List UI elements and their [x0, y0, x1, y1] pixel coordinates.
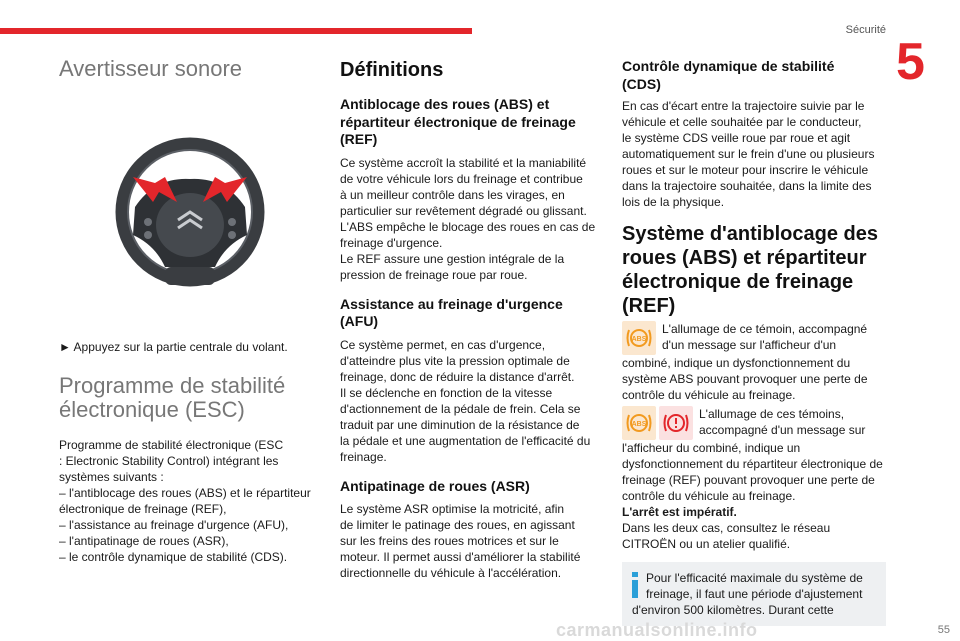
- body-line: roues et sur le moteur pour inscrire le véhicule: [622, 163, 869, 177]
- body-line: de limiter le patinage des roues, en agissant: [340, 518, 575, 532]
- note-line: freinage, il faut une période d'ajustement: [646, 587, 863, 601]
- body-line: Il se déclenche en fonction de la vitesse: [340, 385, 553, 400]
- cds-body: [622, 98, 886, 210]
- body-line: la pédale et une augmentation de l'efficacité du: [340, 433, 591, 448]
- page-number: 55: [937, 624, 950, 636]
- body-line: L'ABS empêche le blocage des roues en cas de: [340, 219, 596, 234]
- body-line: traduit par une diminution de la résistance de: [340, 417, 580, 432]
- body-line: CITROËN ou un atelier qualifié.: [622, 537, 791, 551]
- body-line: combiné, indique un dysfonctionnement du: [622, 356, 851, 370]
- body-line: le système CDS veille roue par roue et agit: [622, 131, 851, 145]
- abs-warning-side-text: [662, 321, 867, 355]
- esc-line: – l'antiblocage des roues (ABS) et le répartiteur: [59, 485, 311, 500]
- brake-warning-icon: [659, 406, 693, 440]
- note-line: d'environ 500 kilomètres. Durant cette: [632, 603, 834, 617]
- stop-imperative: L'arrêt est impératif.: [622, 505, 737, 519]
- heading-line: répartiteur électronique de freinage: [340, 113, 576, 130]
- heading-line: Contrôle dynamique de stabilité: [622, 58, 835, 74]
- body-line: d'atteindre plus vite la pression optimale de: [340, 353, 570, 368]
- abs-ref-heading: [340, 96, 602, 149]
- section-label: Sécurité: [845, 24, 886, 36]
- heading-line: Système d'antiblocage des: [622, 223, 878, 245]
- body-line: lois de la physique.: [622, 195, 725, 209]
- body-line: Le système ASR optimise la motricité, afin: [340, 502, 565, 516]
- heading-line: (REF): [622, 295, 676, 317]
- esc-line: électronique de freinage (REF),: [59, 501, 227, 516]
- body-line: d'actionnement de la pédale de frein. Cela se: [340, 401, 581, 416]
- body-line: Ce système permet, en cas d'urgence,: [340, 337, 546, 352]
- asr-heading: [340, 478, 602, 496]
- body-line: freinage d'urgence.: [340, 235, 443, 250]
- esc-line: – le contrôle dynamique de stabilité (CDS).: [59, 549, 288, 564]
- body-line: dans la trajectoire souhaitée, dans la limite des: [622, 179, 872, 193]
- body-line: L'allumage de ce témoin, accompagné: [662, 322, 868, 336]
- body-line: Le REF assure une gestion intégrale de la: [340, 251, 565, 266]
- body-line: particulier sur revêtement dégradé ou glissant.: [340, 203, 587, 218]
- esc-line: systèmes suivants :: [59, 469, 164, 484]
- body-line: dysfonctionnement du répartiteur électronique de: [622, 457, 883, 471]
- ref-warning-row: [622, 406, 886, 440]
- abs-warning-icon: [622, 321, 656, 355]
- title-esc-line1: Programme de stabilité: [59, 373, 286, 399]
- heading-line: (REF): [340, 131, 378, 147]
- ref-warning-body: [622, 440, 886, 552]
- chapter-number: 5: [896, 33, 925, 91]
- body-line: freinage (REF) pouvant provoquer une perte de: [622, 473, 875, 487]
- body-line: de votre véhicule lors du freinage et contribue: [340, 171, 583, 186]
- watermark: carmanualsonline.info: [556, 620, 758, 640]
- column-1: [59, 52, 321, 565]
- heading-line: roues (ABS) et répartiteur: [622, 247, 867, 269]
- body-line: pression de freinage roue par roue.: [340, 267, 528, 282]
- body-line: moteur. Il permet aussi d'améliorer la stabilité: [340, 550, 581, 564]
- body-line: L'allumage de ces témoins,: [699, 407, 845, 421]
- heading-line: (AFU): [340, 313, 379, 329]
- abs-warning-row: [622, 321, 886, 355]
- abs-icon-text: ABS: [631, 336, 647, 343]
- top-accent-bar: [0, 28, 472, 34]
- body-line: Dans les deux cas, consultez le réseau: [622, 521, 831, 535]
- esc-line: : Electronic Stability Control) intégrant les: [59, 453, 279, 468]
- heading-line: Antipatinage de roues (ASR): [340, 477, 530, 494]
- body-line: freinage.: [340, 449, 387, 464]
- abs-ref-body: [340, 155, 602, 283]
- abs-warning-icon: [622, 406, 656, 440]
- cds-heading: [622, 58, 886, 93]
- abs-icon-text: ABS: [631, 421, 647, 428]
- body-line: directionnelle du véhicule à l'accélération.: [340, 566, 562, 580]
- body-line: système ABS pouvant provoquer une perte de: [622, 372, 868, 386]
- title-horn: Avertisseur sonore: [59, 56, 243, 81]
- heading-line: (CDS): [622, 75, 661, 92]
- body-line: d'un message sur l'afficheur d'un: [662, 338, 837, 352]
- afu-heading: [340, 296, 602, 331]
- esc-line: – l'antipatinage de roues (ASR),: [59, 533, 229, 548]
- body-line: contrôle du véhicule au freinage.: [622, 489, 796, 503]
- note-line: Pour l'efficacité maximale du système de: [646, 571, 863, 585]
- body-line: freinage, donc de réduire la distance d'arrêt.: [340, 369, 575, 384]
- info-icon: [632, 572, 638, 598]
- horn-instruction: ► Appuyez sur la partie centrale du volant.: [59, 340, 288, 355]
- afu-body: [340, 337, 602, 465]
- body-line: l'afficheur du combiné, indique un: [622, 441, 801, 455]
- title-esc-line2: électronique (ESC): [59, 397, 245, 423]
- heading-line: Assistance au freinage d'urgence: [340, 295, 563, 312]
- body-line: à un meilleur contrôle dans les virages, en: [340, 187, 565, 202]
- abs-warning-body: [622, 355, 886, 403]
- asr-body: [340, 501, 602, 581]
- body-line: contrôle du véhicule au freinage.: [622, 388, 796, 402]
- column-2: [340, 52, 602, 581]
- column-3: [622, 52, 886, 626]
- steering-wheel-illustration: [115, 117, 265, 317]
- heading-line: Antiblocage des roues (ABS) et: [340, 96, 550, 112]
- esc-line: Programme de stabilité électronique (ESC: [59, 437, 284, 452]
- title-definitions: Définitions: [340, 59, 444, 81]
- body-line: accompagné d'un message sur: [699, 423, 866, 437]
- ref-warning-icons: [622, 406, 693, 440]
- body-line: En cas d'écart entre la trajectoire suivie par le: [622, 99, 865, 113]
- body-line: automatiquement sur le frein d'une ou plusieurs: [622, 147, 875, 161]
- body-line: véhicule et celle souhaitée par le conducteur,: [622, 115, 862, 129]
- ref-warning-side-text: [699, 406, 865, 440]
- esc-line: – l'assistance au freinage d'urgence (AFU),: [59, 517, 289, 532]
- esc-body: [59, 437, 321, 565]
- body-line: Ce système accroît la stabilité et la maniabilité: [340, 155, 587, 170]
- abs-ref-system-heading: [622, 222, 886, 318]
- heading-line: électronique de freinage: [622, 271, 854, 293]
- steering-wheel-icon: [115, 117, 265, 317]
- info-note: [622, 562, 886, 626]
- body-line: sur les freins des roues motrices et sur le: [340, 534, 559, 548]
